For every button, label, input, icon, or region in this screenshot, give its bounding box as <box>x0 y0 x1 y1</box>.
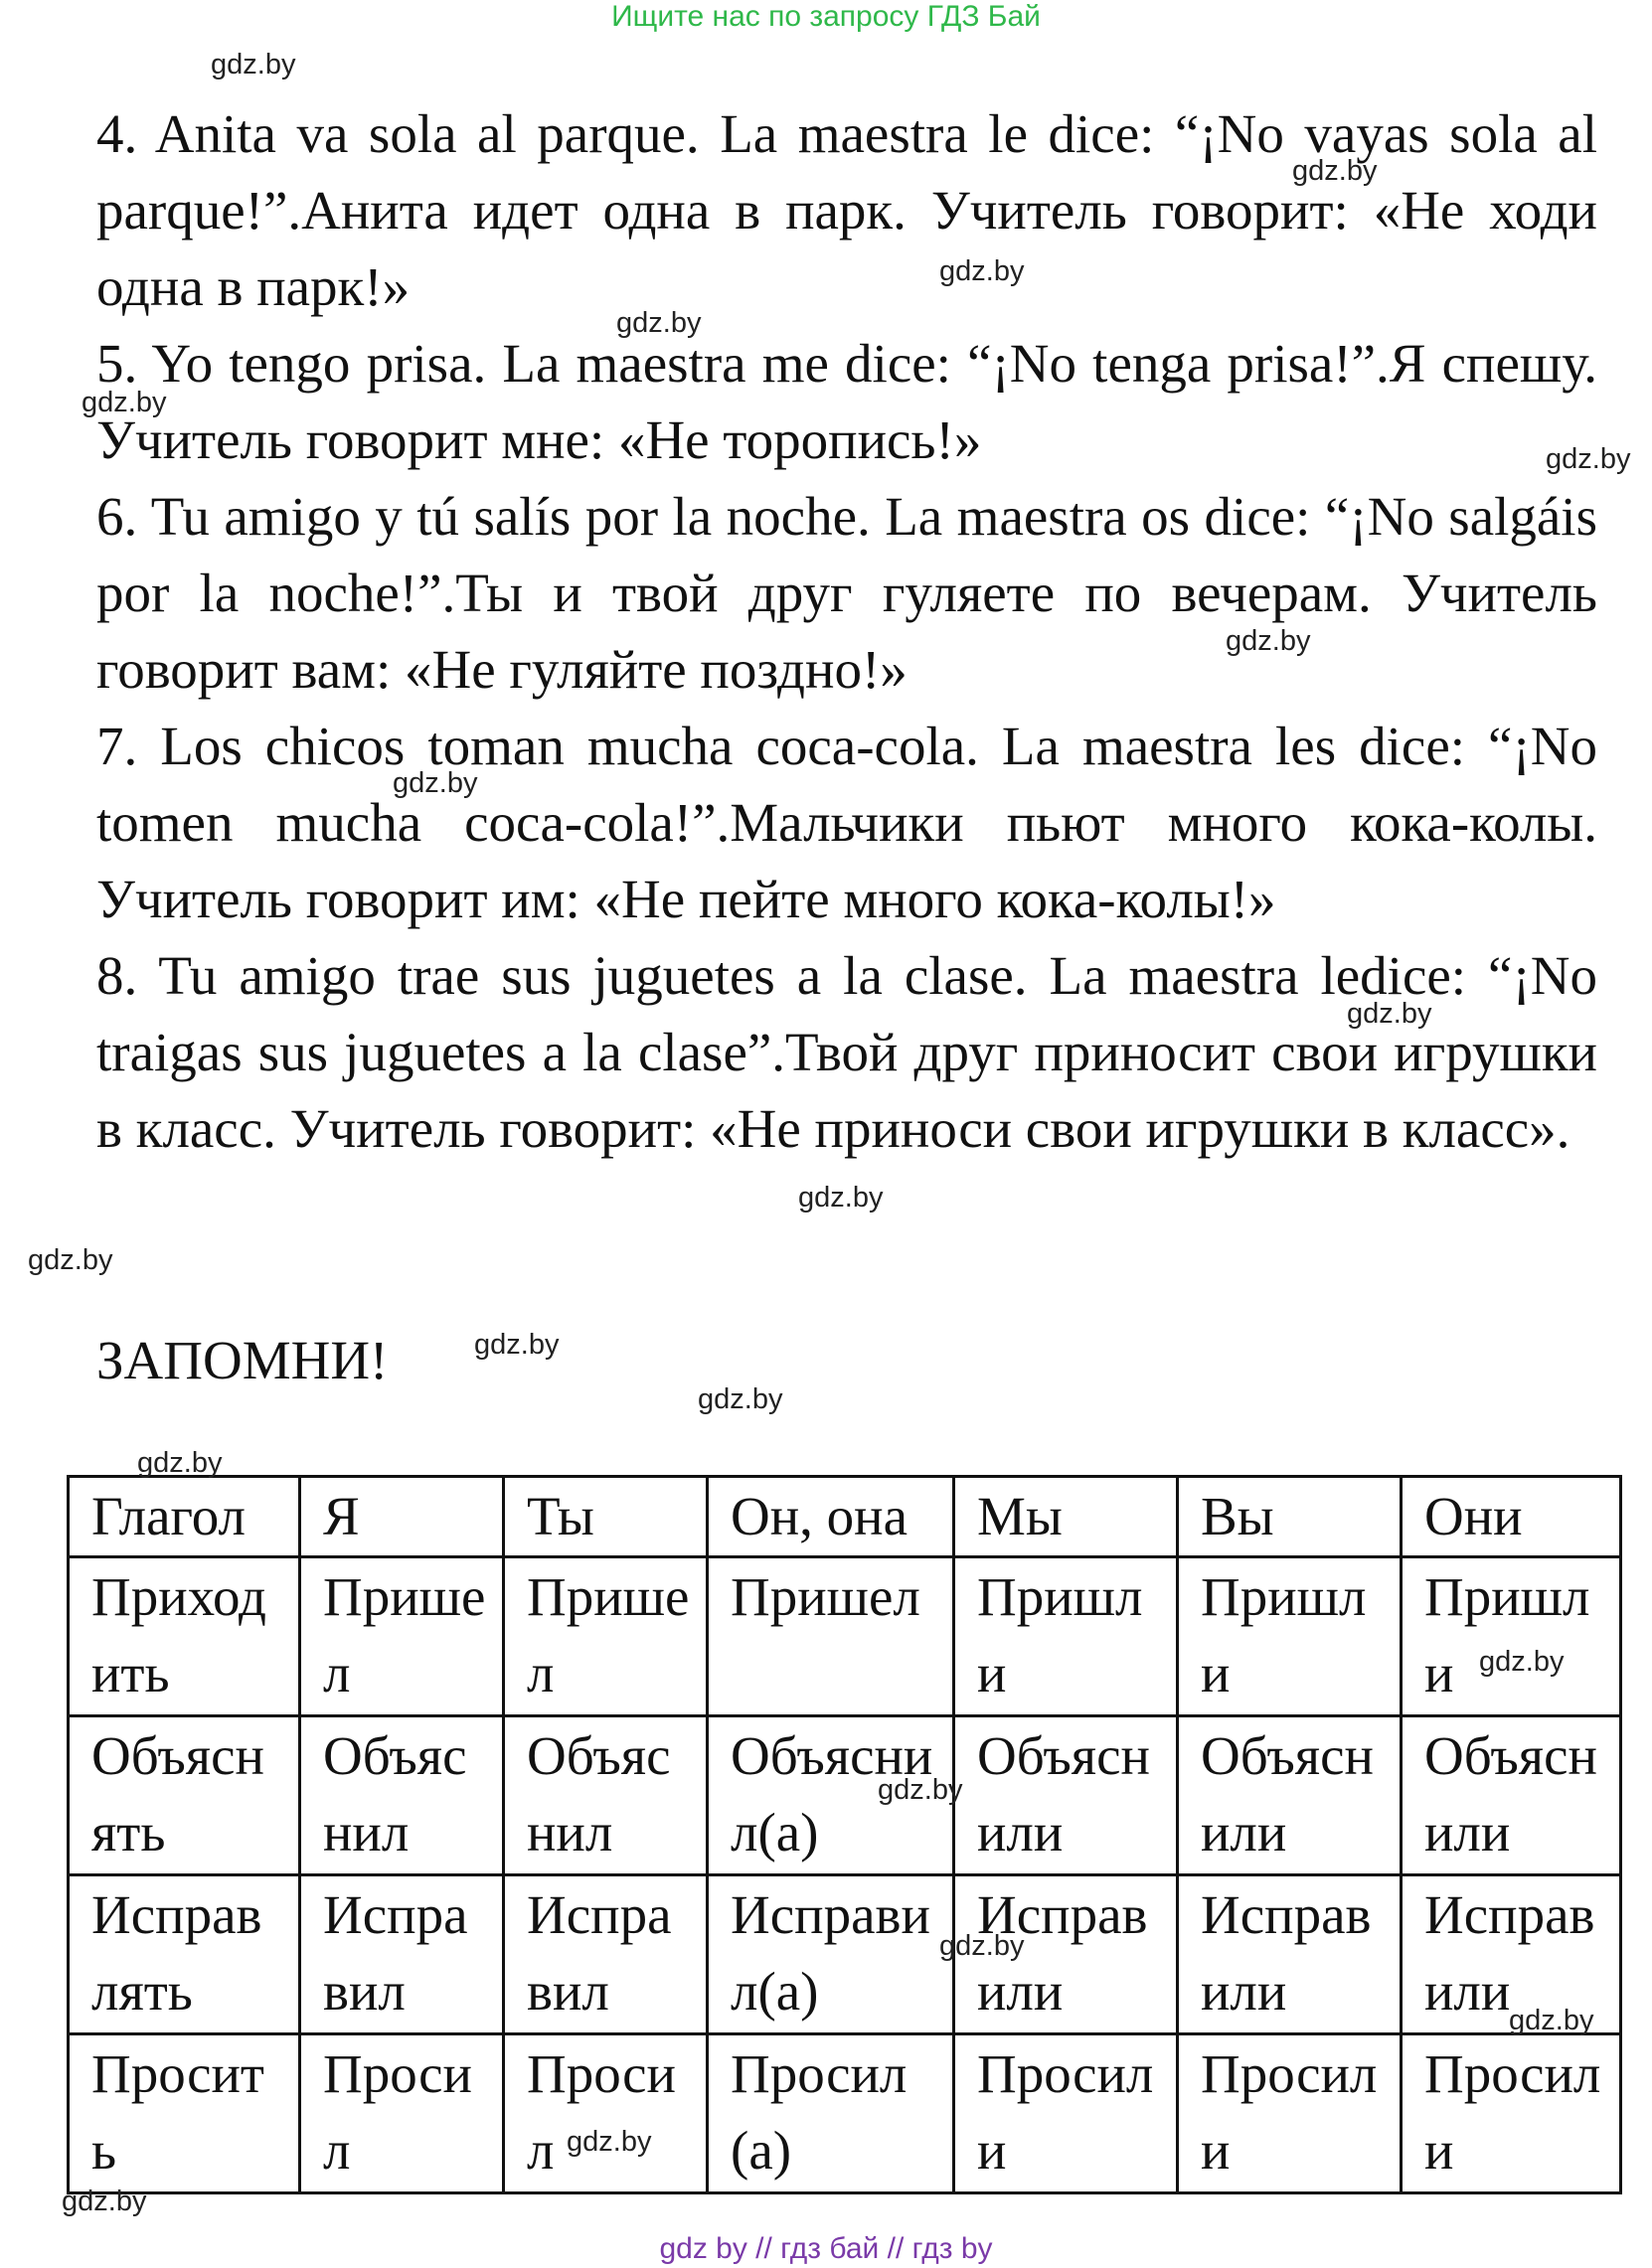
table-cell: Просили <box>1178 2034 1402 2193</box>
table-cell: Просили <box>1402 2034 1621 2193</box>
watermark: gdz.by <box>1546 443 1631 475</box>
table-row <box>69 1557 1621 1716</box>
watermark: gdz.by <box>698 1383 783 1415</box>
paragraph-6: 6. Tu amigo y tú salís por la noche. La maestra os dice: “¡No salgáis por la noche!”.Ты и твой друг гуляете по вечерам. Учитель говорит вам: «Не гуляйте поздно!» <box>96 486 1597 700</box>
footer-links: gdz by // гдз бай // гдз by <box>659 2232 993 2265</box>
table-cell: Пришел <box>504 1557 708 1716</box>
table-cell: Исправили <box>1178 1875 1402 2034</box>
table-cell: Пришли <box>954 1557 1178 1716</box>
table-cell: Исправили <box>1402 1875 1621 2034</box>
table-cell: Исправлять <box>69 1875 300 2034</box>
top-banner: Ищите нас по запросу ГДЗ Бай <box>611 0 1041 33</box>
watermark: gdz.by <box>211 49 296 81</box>
table-cell: Объяснили <box>1178 1716 1402 1875</box>
table-cell: Просили <box>954 2034 1178 2193</box>
table-row <box>69 1716 1621 1875</box>
watermark: gdz.by <box>393 767 478 799</box>
table-cell: Просил <box>300 2034 504 2193</box>
watermark: gdz.by <box>878 1774 963 1806</box>
verb-table <box>67 1475 1622 2194</box>
header-cell: Вы <box>1178 1477 1402 1557</box>
watermark: gdz.by <box>798 1182 884 1214</box>
watermark: gdz.by <box>82 387 167 418</box>
watermark: gdz.by <box>1292 155 1378 187</box>
watermark: gdz.by <box>474 1329 560 1361</box>
table-cell: Пришли <box>1402 1557 1621 1716</box>
paragraph-4: 4. Anita va sola al parque. La maestra le dice: “¡No vayas sola al parque!”.Анита идет одна в парк. Учитель говорит: «Не ходи одна в парк!» <box>96 103 1597 317</box>
watermark: gdz.by <box>939 1930 1025 1962</box>
watermark: gdz.by <box>1509 2005 1594 2036</box>
table-cell: Просить <box>69 2034 300 2193</box>
header-cell: Они <box>1402 1477 1621 1557</box>
watermark: gdz.by <box>1226 625 1311 657</box>
table-cell: Исправил <box>504 1875 708 2034</box>
watermark: gdz.by <box>62 2186 147 2217</box>
table-cell: Объяснили <box>954 1716 1178 1875</box>
header-cell: Ты <box>504 1477 708 1557</box>
table-cell: Объяснил(а) <box>708 1716 954 1875</box>
table-cell: Объяснили <box>1402 1716 1621 1875</box>
watermark: gdz.by <box>1479 1646 1565 1678</box>
table-cell: Объяснил <box>504 1716 708 1875</box>
table-row <box>69 1875 1621 2034</box>
table-cell: Объяснил <box>300 1716 504 1875</box>
watermark: gdz.by <box>28 1244 113 1276</box>
paragraph-8: 8. Tu amigo trae sus juguetes a la clase. La maestra ledice: “¡No traigas sus juguetes a la clase”.Твой друг приносит свои игрушки в класс. Учитель говорит: «Не приноси свои игрушки в класс». <box>96 945 1597 1159</box>
header-cell: Я <box>300 1477 504 1557</box>
header-cell: Глагол <box>69 1477 300 1557</box>
header-cell: Он, она <box>708 1477 954 1557</box>
table-cell: Приходить <box>69 1557 300 1716</box>
table-cell: Пришли <box>1178 1557 1402 1716</box>
table-cell: Просил <box>504 2034 708 2193</box>
table-cell: Исправил(а) <box>708 1875 954 2034</box>
watermark: gdz.by <box>1347 998 1432 1030</box>
table-cell: Исправили <box>954 1875 1178 2034</box>
watermark: gdz.by <box>939 255 1025 287</box>
header-cell: Мы <box>954 1477 1178 1557</box>
table-row <box>69 2034 1621 2193</box>
watermark: gdz.by <box>137 1447 223 1479</box>
table-cell: Объяснять <box>69 1716 300 1875</box>
table-cell: Исправил <box>300 1875 504 2034</box>
paragraph-7: 7. Los chicos toman mucha coca-cola. La maestra les dice: “¡No tomen mucha coca-cola!”.Мальчики пьют много кока-колы. Учитель говорит им: «Не пейте много кока-колы!» <box>96 716 1597 929</box>
paragraph-5: 5. Yo tengo prisa. La maestra me dice: “¡No tenga prisa!”.Я спешу. Учитель говорит мне: «Не торопись!» <box>96 333 1597 470</box>
table-header-row <box>69 1477 1621 1557</box>
table-cell: Пришел <box>708 1557 954 1716</box>
watermark: gdz.by <box>616 307 702 339</box>
table-cell: Пришел <box>300 1557 504 1716</box>
remember-heading: ЗАПОМНИ! <box>96 1330 389 1390</box>
table-cell: Просил(а) <box>708 2034 954 2193</box>
watermark: gdz.by <box>567 2126 652 2158</box>
